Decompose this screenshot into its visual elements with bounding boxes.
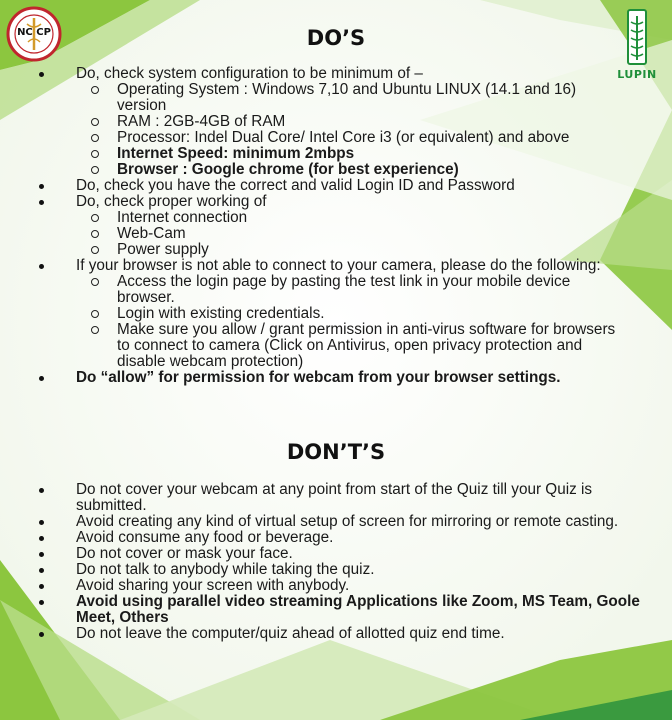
dos-subitem-text: Browser : Google chrome (for best experience) <box>117 161 459 178</box>
dos-sublist <box>76 274 646 370</box>
dos-subitem <box>76 130 629 146</box>
dos-list <box>0 66 646 386</box>
dos-subitem <box>76 306 629 322</box>
dos-subitem <box>76 82 629 114</box>
circle-bullet-icon <box>91 326 99 334</box>
donts-item-text: Avoid consume any food or beverage. <box>76 529 334 546</box>
bullet-icon <box>39 488 44 493</box>
dos-subitem <box>76 210 629 226</box>
dos-subitem-text: Web-Cam <box>117 225 186 242</box>
dos-item-text: Do “allow” for permission for webcam from your browser settings. <box>76 369 561 386</box>
bullet-icon <box>39 536 44 541</box>
dos-item <box>0 258 646 370</box>
donts-item <box>0 530 646 546</box>
bullet-icon <box>39 72 44 77</box>
donts-item-text: Avoid using parallel video streaming Applications like Zoom, MS Team, Goole Meet, Others <box>76 593 640 626</box>
donts-item <box>0 594 646 626</box>
dos-subitem <box>76 114 629 130</box>
dos-sublist <box>76 210 646 258</box>
dos-subitem <box>76 226 629 242</box>
circle-bullet-icon <box>91 134 99 142</box>
bullet-icon <box>39 600 44 605</box>
dos-subitem <box>76 162 629 178</box>
donts-item-text: Do not cover or mask your face. <box>76 545 293 562</box>
dos-subitem-text: Access the login page by pasting the test link in your mobile device browser. <box>117 273 571 306</box>
dos-item <box>0 194 646 258</box>
dos-item-text: Do, check system configuration to be minimum of – <box>76 65 423 82</box>
dos-subitem-text: Internet Speed: minimum 2mbps <box>117 145 355 162</box>
lupin-logo-text: LUPIN <box>617 68 657 81</box>
donts-item <box>0 562 646 578</box>
bullet-icon <box>39 184 44 189</box>
bullet-icon <box>39 376 44 381</box>
dos-subitem-text: Login with existing credentials. <box>117 305 325 322</box>
bullet-icon <box>39 632 44 637</box>
circle-bullet-icon <box>91 214 99 222</box>
dos-item-text: Do, check proper working of <box>76 193 267 210</box>
circle-bullet-icon <box>91 86 99 94</box>
bullet-icon <box>39 584 44 589</box>
bullet-icon <box>39 520 44 525</box>
dos-subitem <box>76 242 629 258</box>
donts-item-text: Do not leave the computer/quiz ahead of allotted quiz end time. <box>76 625 505 642</box>
donts-item <box>0 626 646 642</box>
donts-list <box>0 482 646 642</box>
donts-item-text: Avoid sharing your screen with anybody. <box>76 577 350 594</box>
dos-subitem-text: Operating System : Windows 7,10 and Ubuntu LINUX (14.1 and 16) version <box>117 81 577 114</box>
donts-item-text: Avoid creating any kind of virtual setup of screen for mirroring or remote casting. <box>76 513 619 530</box>
ncccp-logo-text: NC CP <box>17 27 51 38</box>
donts-item <box>0 546 646 562</box>
circle-bullet-icon <box>91 118 99 126</box>
dos-item <box>0 370 646 386</box>
dos-item <box>0 178 646 194</box>
donts-item <box>0 578 646 594</box>
donts-item-text: Do not cover your webcam at any point from start of the Quiz till your Quiz is submitted. <box>76 481 593 514</box>
bullet-icon <box>39 568 44 573</box>
circle-bullet-icon <box>91 310 99 318</box>
dos-subitem-text: RAM : 2GB-4GB of RAM <box>117 113 286 130</box>
donts-item <box>0 514 646 530</box>
dos-subitem <box>76 274 629 306</box>
dos-subitem-text: Processor: Indel Dual Core/ Intel Core i3 (or equivalent) and above <box>117 129 570 146</box>
circle-bullet-icon <box>91 166 99 174</box>
circle-bullet-icon <box>91 150 99 158</box>
dos-subitem-text: Power supply <box>117 241 209 258</box>
circle-bullet-icon <box>91 246 99 254</box>
dos-sublist <box>76 82 646 178</box>
circle-bullet-icon <box>91 230 99 238</box>
dos-heading: DO’S <box>306 26 366 50</box>
bullet-icon <box>39 200 44 205</box>
dos-item-text: Do, check you have the correct and valid Login ID and Password <box>76 177 515 194</box>
dos-subitem-text: Make sure you allow / grant permission in anti-virus software for browsers to connect to camera (Click on Antivirus, open privacy protection and disable webcam protection) <box>117 321 616 370</box>
dos-subitem <box>76 322 629 370</box>
bullet-icon <box>39 264 44 269</box>
circle-bullet-icon <box>91 278 99 286</box>
bullet-icon <box>39 552 44 557</box>
donts-heading: DON’T’S <box>286 440 386 464</box>
donts-item-text: Do not talk to anybody while taking the quiz. <box>76 561 375 578</box>
dos-subitem <box>76 146 629 162</box>
donts-item <box>0 482 646 514</box>
dos-item <box>0 66 646 178</box>
dos-subitem-text: Internet connection <box>117 209 248 226</box>
dos-item-text: If your browser is not able to connect to your camera, please do the following: <box>76 257 601 274</box>
